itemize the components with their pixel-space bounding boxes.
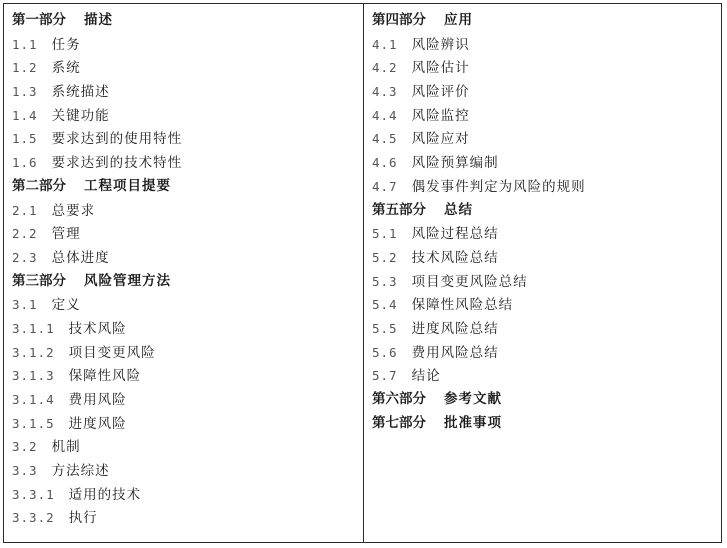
item-title: 保障性风险总结 [411,297,514,314]
item-title: 适用的技术 [68,486,142,503]
item-number: 1.3 [12,84,38,100]
section-title: 总结 [444,201,473,218]
section-title: 风险管理方法 [84,272,171,289]
item-number: 3.1.4 [12,392,55,407]
section-title: 批准事项 [444,414,502,431]
item-title: 管理 [51,226,81,243]
item-title: 保障性风险 [68,368,142,385]
toc-item [372,341,717,365]
item-title: 技术风险总结 [411,249,499,266]
toc-item [12,341,357,365]
toc-item [12,56,357,80]
section-number: 第四部分 [372,12,426,28]
toc-item [12,80,357,104]
item-number: 1.2 [12,60,38,76]
section-heading [372,199,717,223]
item-number: 5.2 [372,249,398,265]
section-title: 应用 [444,12,473,28]
item-title: 定义 [51,297,81,314]
item-title: 风险估计 [411,60,470,77]
item-number: 3.1 [12,297,38,313]
section-heading [372,388,717,412]
toc-item [12,435,357,459]
toc-item [12,364,357,388]
toc-item [12,412,357,436]
item-title: 进度风险 [68,415,127,432]
toc-item [12,459,357,483]
section-number: 第六部分 [372,391,426,407]
toc-item [372,127,717,151]
item-number: 1.6 [12,155,38,171]
toc-item [372,33,717,57]
item-title: 要求达到的技术特性 [51,155,183,172]
toc-item [12,199,357,223]
section-number: 第七部分 [372,414,426,431]
toc-item [12,483,357,507]
toc-item [12,222,357,246]
item-number: 5.5 [372,320,398,336]
section-number: 第二部分 [12,177,66,194]
toc-item [12,104,357,128]
item-number: 2.1 [12,202,38,218]
item-number: 2.2 [12,226,38,242]
toc-item [12,388,357,412]
item-title: 偶发事件判定为风险的规则 [411,178,586,195]
item-title: 关键功能 [51,107,110,124]
toc-item [12,33,357,57]
section-heading [372,9,717,33]
item-number: 3.3 [12,463,38,479]
section-number: 第一部分 [12,12,66,28]
left-column [12,9,357,530]
toc-item [372,104,717,128]
item-number: 5.4 [372,297,398,313]
item-title: 风险监控 [411,107,470,124]
item-number: 5.7 [372,368,398,384]
section-number: 第五部分 [372,201,426,218]
item-number: 1.1 [12,36,38,52]
toc-item [372,270,717,294]
section-heading [12,175,357,199]
item-number: 3.1.5 [12,415,55,431]
toc-item [372,80,717,104]
item-title: 总要求 [51,202,96,219]
toc-item [372,222,717,246]
item-number: 2.3 [12,249,38,265]
item-number: 1.5 [12,131,38,147]
column-divider [363,3,364,543]
item-title: 风险预算编制 [411,155,499,172]
toc-item [12,151,357,175]
item-title: 风险应对 [411,131,470,148]
item-title: 结论 [411,368,441,385]
item-number: 4.5 [372,131,398,147]
toc-item [372,317,717,341]
item-title: 机制 [51,439,81,456]
item-number: 5.6 [372,344,398,360]
item-number: 3.1.2 [12,344,55,360]
section-number: 第三部分 [12,272,66,289]
item-title: 费用风险总结 [411,344,499,361]
item-number: 3.3.2 [12,510,55,526]
item-title: 执行 [68,510,98,527]
item-title: 风险过程总结 [411,226,499,243]
toc-item [12,506,357,530]
item-title: 风险评价 [411,84,470,101]
right-column [372,9,717,435]
item-number: 4.3 [372,84,398,100]
item-title: 方法综述 [51,463,110,480]
item-number: 3.1.3 [12,368,55,384]
item-title: 技术风险 [68,320,127,337]
item-number: 4.1 [372,36,398,52]
section-title: 参考文献 [444,391,502,407]
toc-item [12,246,357,270]
section-heading [12,9,357,33]
toc-item [372,175,717,199]
toc-item [12,293,357,317]
item-title: 费用风险 [68,392,127,408]
item-number: 3.1.1 [12,320,55,336]
item-title: 系统 [51,60,81,77]
item-title: 要求达到的使用特性 [51,131,183,148]
toc-item [372,151,717,175]
item-number: 4.6 [372,155,398,171]
item-number: 4.4 [372,107,398,123]
toc-item [372,56,717,80]
item-title: 风险辨识 [411,36,470,53]
item-number: 4.7 [372,178,398,194]
section-title: 工程项目提要 [84,177,171,194]
item-number: 3.3.1 [12,486,55,502]
toc-item [12,127,357,151]
item-number: 1.4 [12,107,38,123]
item-title: 进度风险总结 [411,320,499,337]
item-title: 项目变更风险总结 [411,273,528,290]
item-number: 5.3 [372,273,398,289]
item-title: 系统描述 [51,84,110,101]
toc-item [12,317,357,341]
item-title: 任务 [51,36,81,53]
toc-item [372,246,717,270]
item-number: 4.2 [372,60,398,76]
section-title: 描述 [84,12,113,28]
item-title: 总体进度 [51,249,110,266]
item-number: 5.1 [372,226,398,242]
toc-item [372,293,717,317]
item-number: 3.2 [12,439,38,455]
section-heading [372,412,717,436]
item-title: 项目变更风险 [68,344,156,361]
toc-item [372,364,717,388]
section-heading [12,270,357,294]
